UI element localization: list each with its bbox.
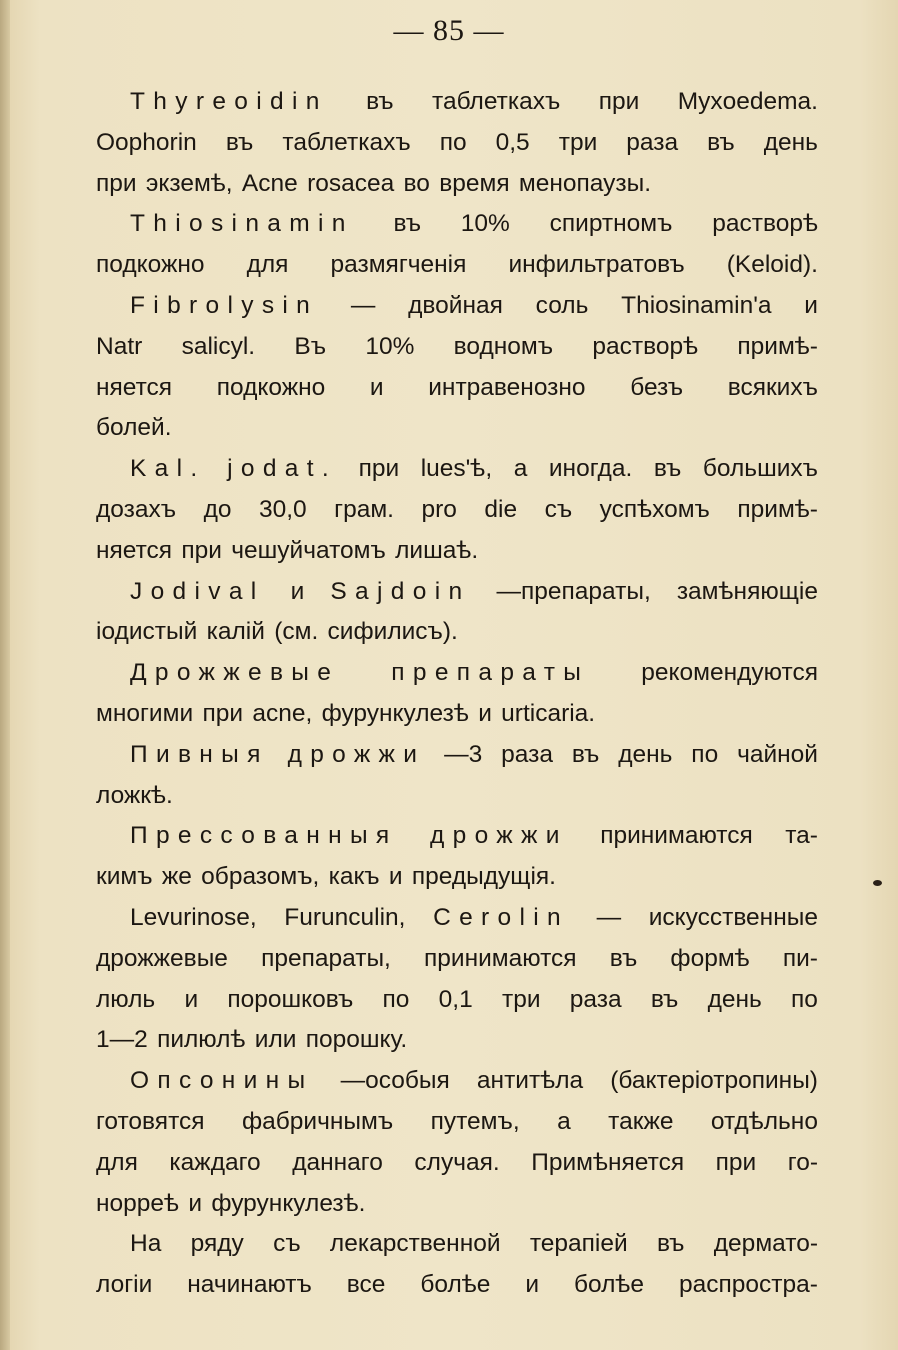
text-line bbox=[96, 653, 818, 694]
word: въ bbox=[393, 210, 422, 238]
word: интравенозно bbox=[428, 373, 586, 401]
word: терапіей bbox=[529, 1230, 628, 1258]
word: дрожжевые bbox=[96, 944, 228, 972]
word: 0,5 bbox=[495, 128, 530, 156]
word: при bbox=[598, 88, 640, 115]
word: каждаго bbox=[169, 1148, 261, 1176]
word: примѣ- bbox=[737, 332, 818, 360]
word: Furunculin, bbox=[284, 903, 406, 931]
word: Jodival bbox=[130, 577, 265, 605]
page-body bbox=[96, 82, 818, 1306]
word: раза bbox=[569, 985, 622, 1013]
text-line bbox=[96, 735, 818, 776]
word: — bbox=[350, 291, 376, 319]
word: соль bbox=[535, 291, 589, 319]
word: раза bbox=[626, 128, 679, 156]
word: спиртномъ bbox=[549, 210, 673, 238]
word: съ bbox=[544, 495, 573, 523]
word: время bbox=[439, 169, 510, 197]
word: водномъ bbox=[453, 332, 554, 360]
page-number: — 85 — bbox=[393, 14, 505, 47]
word: чешуйчатомъ bbox=[231, 536, 386, 564]
text-line bbox=[96, 857, 818, 898]
word: Cerolin bbox=[433, 903, 569, 931]
text-line bbox=[96, 939, 818, 980]
word: въ bbox=[656, 1230, 685, 1258]
word: для bbox=[246, 251, 289, 279]
word: и bbox=[188, 1189, 203, 1217]
text-line bbox=[96, 694, 818, 735]
text-line bbox=[96, 490, 818, 531]
word: во bbox=[403, 169, 430, 197]
text-line bbox=[96, 531, 818, 572]
word: Oophorin bbox=[96, 128, 197, 156]
word: Въ bbox=[294, 332, 327, 360]
word: urticaria. bbox=[501, 699, 596, 727]
word: по bbox=[791, 985, 818, 1013]
word: 30,0 bbox=[258, 495, 307, 523]
word: подкожно bbox=[96, 251, 205, 279]
word: примѣ- bbox=[737, 495, 818, 523]
word: фурункулезѣ. bbox=[211, 1189, 366, 1217]
text-line bbox=[96, 1224, 818, 1265]
word: для bbox=[96, 1148, 138, 1176]
text-line bbox=[96, 286, 818, 327]
word: образомъ, bbox=[201, 863, 320, 891]
word: въ bbox=[707, 128, 735, 156]
word: безъ bbox=[630, 373, 684, 401]
word: Myxoedema. bbox=[677, 88, 818, 115]
word: ряду bbox=[190, 1230, 244, 1258]
text-line bbox=[96, 776, 818, 817]
word: Fibrolysin bbox=[130, 291, 319, 319]
word: растворѣ bbox=[592, 332, 699, 360]
word: —особыя bbox=[340, 1067, 450, 1095]
word: успѣхомъ bbox=[599, 495, 710, 523]
word: съ bbox=[273, 1230, 301, 1258]
word: начинаютъ bbox=[187, 1271, 312, 1299]
word: препараты bbox=[391, 659, 590, 687]
word: Опсонины bbox=[130, 1067, 314, 1095]
word: иногда. bbox=[548, 455, 633, 483]
text-line bbox=[96, 245, 818, 286]
text-line bbox=[96, 1020, 818, 1061]
text-line bbox=[96, 123, 818, 164]
word: дрожжи bbox=[430, 822, 568, 850]
word: (Keloid). bbox=[726, 251, 818, 279]
word: jodat. bbox=[227, 455, 338, 483]
word: таблеткахъ bbox=[282, 128, 411, 156]
word: при bbox=[96, 169, 137, 197]
word: калій bbox=[206, 618, 265, 646]
word: по bbox=[382, 985, 410, 1013]
word: и bbox=[478, 699, 492, 727]
word: ложкѣ. bbox=[96, 781, 173, 809]
word: замѣняющіе bbox=[676, 577, 818, 605]
word: при bbox=[358, 455, 400, 483]
word: болѣе bbox=[574, 1271, 645, 1299]
word: пи- bbox=[782, 944, 818, 972]
word: рекомендуются bbox=[641, 659, 818, 687]
word: Thiosinamin bbox=[130, 210, 354, 238]
word: многими bbox=[96, 699, 194, 727]
word: няется bbox=[96, 373, 173, 401]
word: (бактеріотропины) bbox=[610, 1067, 818, 1095]
word: болей. bbox=[96, 414, 172, 442]
word: фурункулезѣ bbox=[321, 699, 469, 727]
word: въ bbox=[653, 455, 682, 483]
word: менопаузы. bbox=[518, 169, 652, 197]
word: и bbox=[290, 577, 305, 605]
word: чайной bbox=[737, 740, 818, 768]
word: 10% bbox=[460, 210, 510, 238]
word: —препараты, bbox=[496, 577, 651, 605]
word: — bbox=[596, 903, 622, 931]
word: по bbox=[691, 740, 719, 768]
word: die bbox=[484, 495, 518, 523]
word: принимаются bbox=[424, 944, 577, 972]
word: и bbox=[388, 863, 403, 891]
word: няется bbox=[96, 536, 173, 564]
word: распростра- bbox=[679, 1271, 818, 1299]
word: до bbox=[203, 495, 232, 523]
word: большихъ bbox=[702, 455, 818, 483]
text-line bbox=[96, 408, 818, 449]
word: также bbox=[608, 1107, 674, 1135]
word: день bbox=[707, 985, 762, 1013]
word: растворѣ bbox=[712, 210, 818, 238]
word: инфильтратовъ bbox=[508, 251, 685, 279]
text-line bbox=[96, 816, 818, 857]
text-line bbox=[96, 1102, 818, 1143]
word: 1—2 bbox=[96, 1026, 148, 1054]
word: болѣе bbox=[420, 1271, 491, 1299]
word: люль bbox=[96, 985, 156, 1013]
word: размягченія bbox=[330, 251, 467, 279]
word: го- bbox=[787, 1148, 818, 1176]
word: кимъ bbox=[96, 863, 153, 891]
word: (см. bbox=[274, 618, 319, 646]
word: въ bbox=[650, 985, 679, 1013]
text-line bbox=[96, 1184, 818, 1225]
word: какъ bbox=[328, 863, 380, 891]
word: въ bbox=[571, 740, 600, 768]
word: порошку. bbox=[305, 1026, 408, 1054]
word: Acne bbox=[241, 169, 298, 197]
word: три bbox=[501, 985, 541, 1013]
ink-spot bbox=[873, 880, 882, 886]
word: лишаѣ. bbox=[395, 536, 479, 564]
word: экземѣ, bbox=[145, 169, 233, 197]
word: pro bbox=[421, 495, 457, 523]
word: предыдущія. bbox=[411, 863, 556, 891]
word: а bbox=[513, 455, 528, 483]
word: фабричнымъ bbox=[241, 1107, 394, 1135]
word: антитѣла bbox=[476, 1067, 584, 1095]
word: Прессованныя bbox=[130, 822, 398, 850]
word: Natr bbox=[96, 332, 143, 360]
word: таблеткахъ bbox=[432, 88, 561, 115]
word: дермато- bbox=[713, 1230, 818, 1258]
word: въ bbox=[366, 88, 394, 115]
word: пилюлѣ bbox=[157, 1026, 246, 1054]
word: подкожно bbox=[216, 373, 326, 401]
word: все bbox=[346, 1271, 386, 1299]
word: Kal. bbox=[130, 455, 206, 483]
word: формѣ bbox=[670, 944, 750, 972]
word: грам. bbox=[334, 495, 394, 523]
word: lues'ѣ, bbox=[420, 455, 493, 483]
word: норреѣ bbox=[96, 1189, 180, 1217]
word: Levurinose, bbox=[130, 903, 257, 931]
word: 10% bbox=[365, 332, 415, 360]
text-line bbox=[96, 449, 818, 490]
word: порошковъ bbox=[227, 985, 354, 1013]
word: іодистый bbox=[96, 618, 198, 646]
word: Sajdoin bbox=[330, 577, 471, 605]
word: двойная bbox=[408, 291, 503, 319]
word: готовятся bbox=[96, 1107, 205, 1135]
page-gutter bbox=[0, 0, 10, 1350]
word: при bbox=[202, 699, 244, 727]
text-line bbox=[96, 1143, 818, 1184]
word: при bbox=[715, 1148, 757, 1176]
word: лекарственной bbox=[329, 1230, 501, 1258]
text-line bbox=[96, 572, 818, 613]
word: день bbox=[618, 740, 673, 768]
word: раза bbox=[501, 740, 553, 768]
word: Пивныя bbox=[130, 740, 269, 768]
word: всякихъ bbox=[727, 373, 818, 401]
word: даннаго bbox=[292, 1148, 383, 1176]
word: случая. bbox=[414, 1148, 500, 1176]
text-line bbox=[96, 164, 818, 205]
word: по bbox=[439, 128, 467, 156]
word: Thiosinamin'a bbox=[621, 291, 772, 319]
text-line bbox=[96, 204, 818, 245]
word: а bbox=[557, 1107, 571, 1135]
word: отдѣльно bbox=[710, 1107, 818, 1135]
text-line bbox=[96, 898, 818, 939]
text-line bbox=[96, 612, 818, 653]
word: rosacea bbox=[307, 169, 395, 197]
text-line bbox=[96, 82, 818, 123]
word: сифилисъ). bbox=[327, 618, 458, 646]
word: логіи bbox=[96, 1271, 153, 1299]
text-line bbox=[96, 980, 818, 1021]
word: три bbox=[558, 128, 598, 156]
word: salicyl. bbox=[181, 332, 256, 360]
word: дрожжи bbox=[287, 740, 426, 768]
word: та- bbox=[785, 822, 818, 850]
word: 0,1 bbox=[438, 985, 473, 1013]
word: и bbox=[369, 373, 384, 401]
word: при bbox=[181, 536, 222, 564]
word: въ bbox=[609, 944, 638, 972]
word: принимаются bbox=[600, 822, 753, 850]
word: препараты, bbox=[261, 944, 391, 972]
word: acne, bbox=[252, 699, 313, 727]
text-line bbox=[96, 1061, 818, 1102]
word: путемъ, bbox=[430, 1107, 520, 1135]
text-line bbox=[96, 327, 818, 368]
word: Дрожжевые bbox=[130, 659, 340, 687]
word: или bbox=[254, 1026, 297, 1054]
word: же bbox=[161, 863, 192, 891]
word: день bbox=[763, 128, 818, 156]
word: искусственные bbox=[648, 903, 818, 931]
word: и bbox=[804, 291, 818, 319]
word: Примѣняется bbox=[531, 1148, 685, 1176]
text-line bbox=[96, 368, 818, 409]
word: —3 bbox=[444, 740, 483, 768]
word: и bbox=[525, 1271, 540, 1299]
word: и bbox=[184, 985, 199, 1013]
text-line bbox=[96, 1265, 818, 1306]
word: въ bbox=[225, 128, 254, 156]
word: дозахъ bbox=[96, 495, 177, 523]
word: Thyreoidin bbox=[130, 88, 328, 115]
word: На bbox=[130, 1230, 162, 1258]
